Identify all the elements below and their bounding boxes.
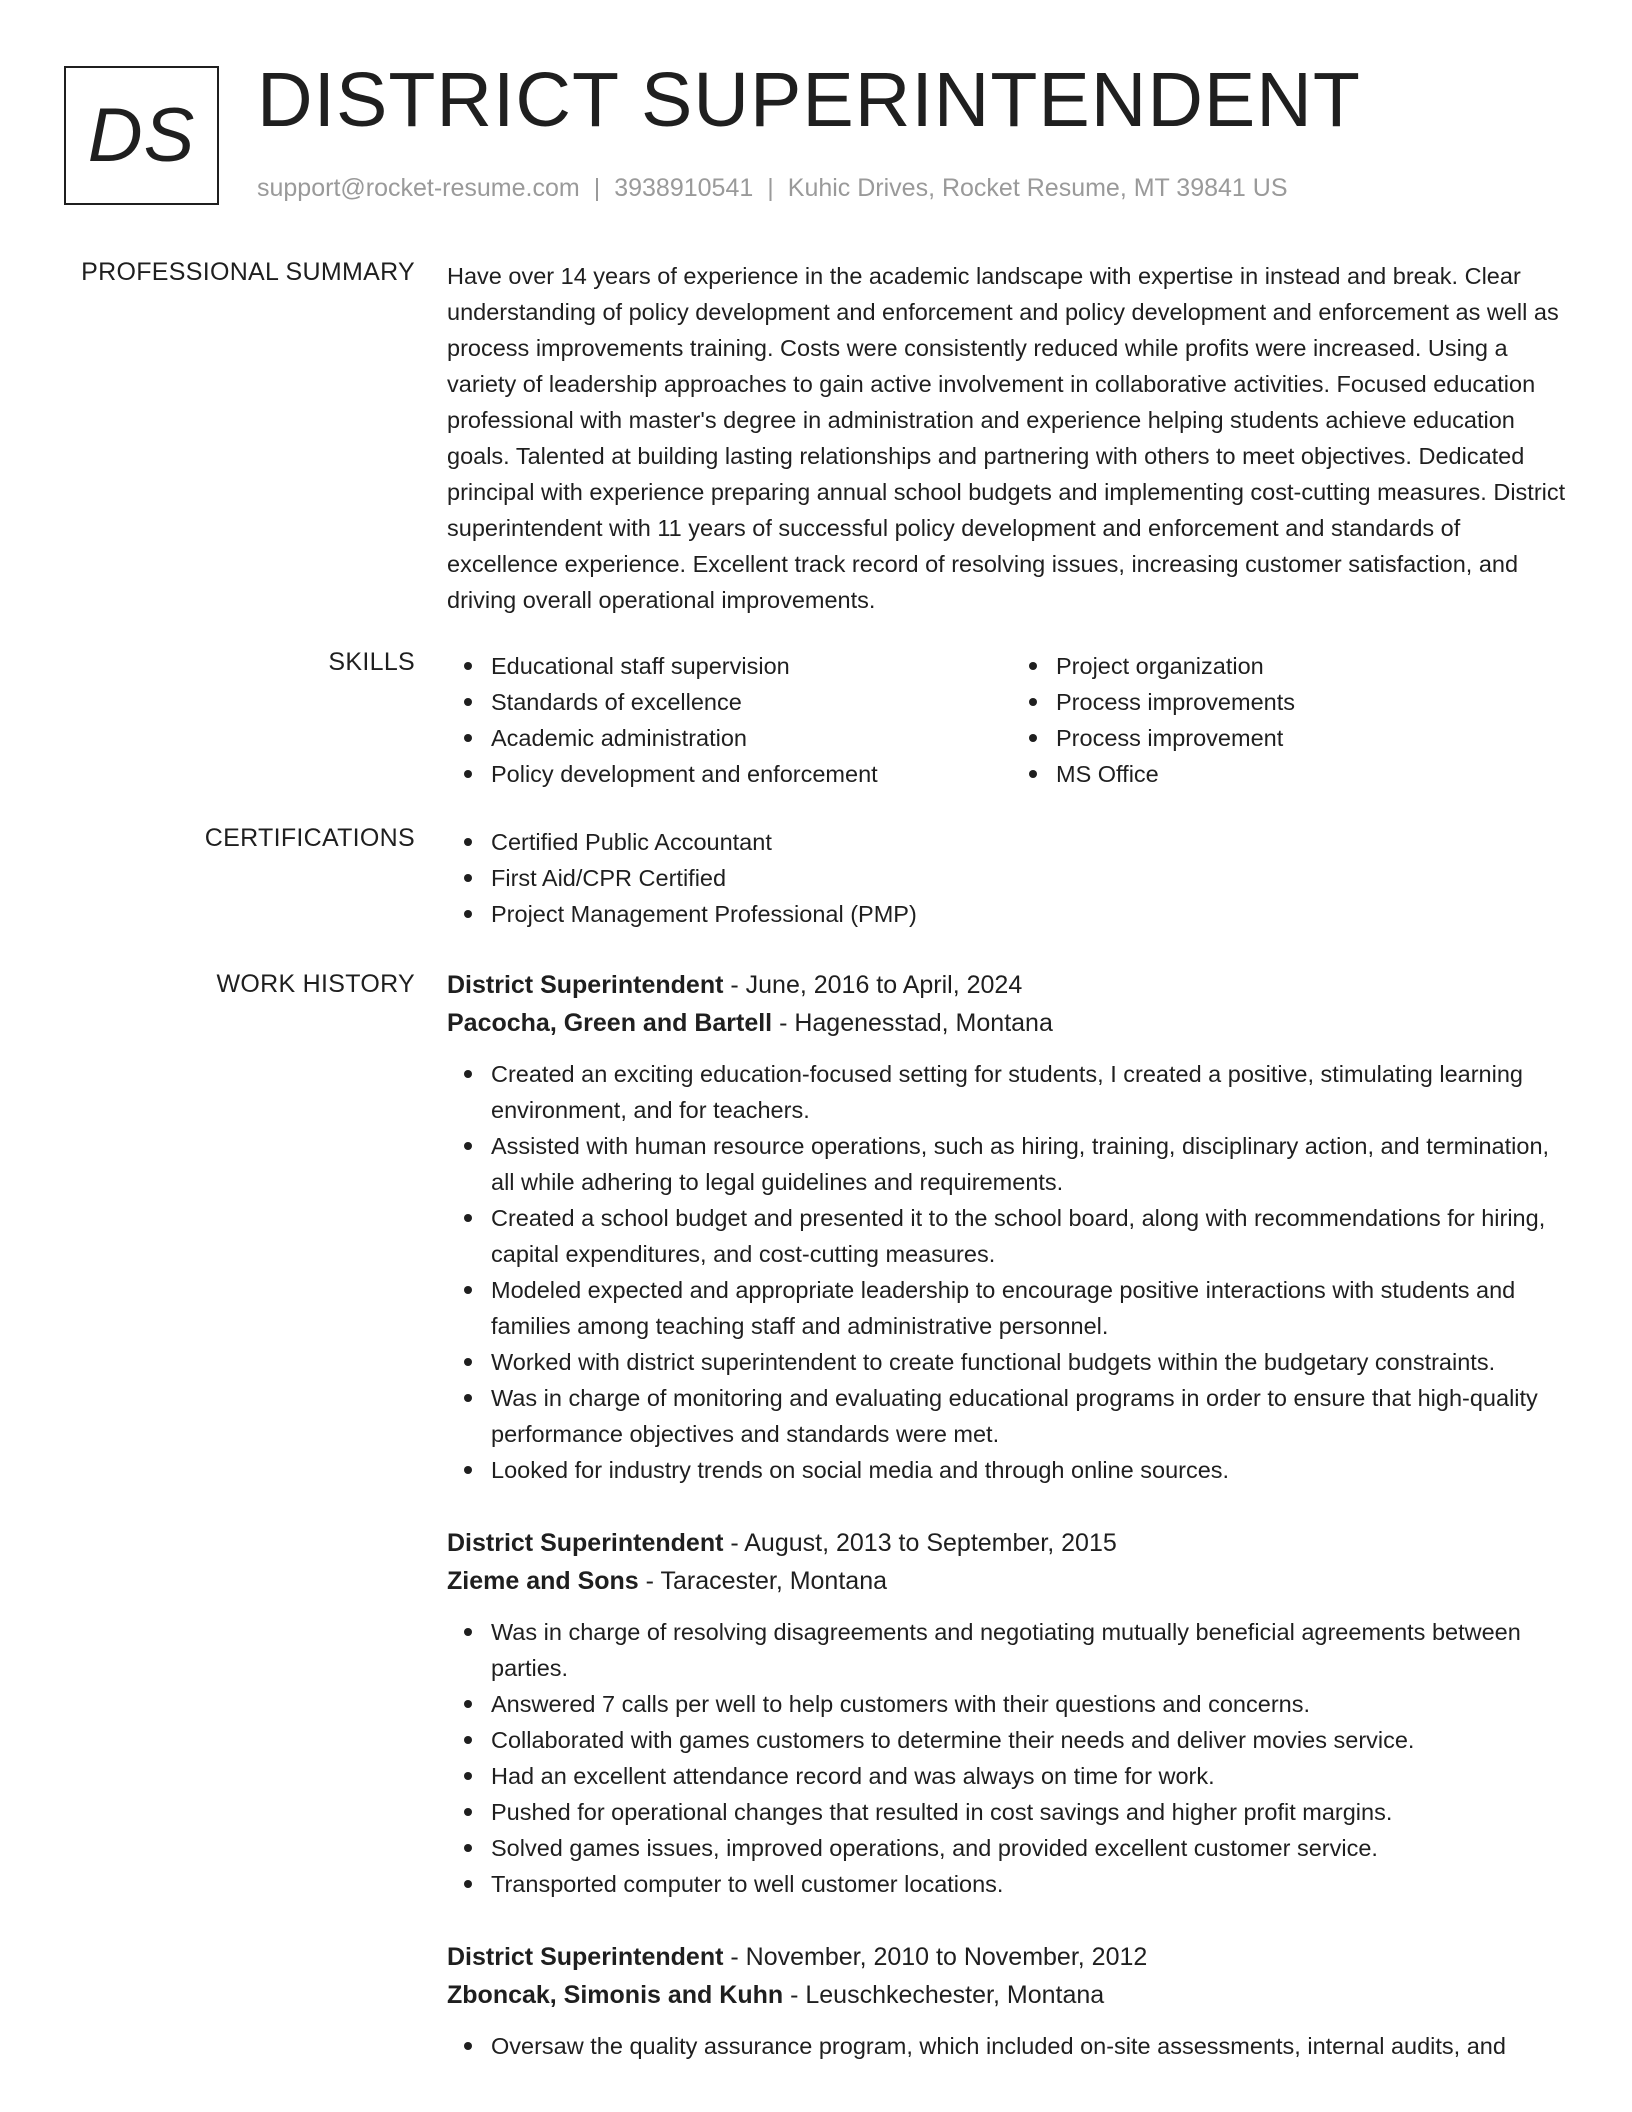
skill-item: Process improvement	[1056, 720, 1577, 756]
summary-text: Have over 14 years of experience in the academic landscape with expertise in instead and break. Clear understanding of policy development and enforcement and policy development and enforcement as well as process improvements training. Costs were consistently reduced while profits were increased. Using a variety of leadership approaches to gain active involvement in collaborative activities. Focused education professional with master's degree in administration and experience helping students achieve education goals. Talented at building lasting relationships and partnering with others to meet objectives. Dedicated principal with experience preparing annual school budgets and implementing cost-cutting measures. District superintendent with 11 years of successful policy development and enforcement and standards of excellence experience. Excellent track record of resolving issues, increasing customer satisfaction, and driving overall operational improvements.	[447, 263, 1566, 613]
job-duty-item: Had an excellent attendance record and was always on time for work.	[491, 1758, 1577, 1794]
job-duties-list	[447, 1614, 1577, 1902]
job-duty-item: Transported computer to well customer locations.	[491, 1866, 1577, 1902]
job-dates: - November, 2010 to November, 2012	[723, 1943, 1148, 1971]
job-duty-item: Was in charge of resolving disagreements and negotiating mutually beneficial agreements between parties.	[491, 1614, 1577, 1686]
job-duty-item: Was in charge of monitoring and evaluating educational programs in order to ensure that high-quality performance objectives and standards were met.	[491, 1380, 1577, 1452]
job-duty-item: Looked for industry trends on social media and through online sources.	[491, 1452, 1577, 1488]
job-duty-item: Assisted with human resource operations, such as hiring, training, disciplinary action, and termination, all while adhering to legal guidelines and requirements.	[491, 1128, 1577, 1200]
job-location: - Leuschkechester, Montana	[783, 1981, 1105, 2009]
monogram-badge	[64, 66, 219, 205]
job-duty-item: Answered 7 calls per well to help customers with their questions and concerns.	[491, 1686, 1577, 1722]
certification-item: Certified Public Accountant	[491, 824, 1577, 860]
section-title-skills: SKILLS	[328, 648, 415, 676]
contact-address: Kuhic Drives, Rocket Resume, MT 39841 US	[787, 174, 1288, 202]
skill-item: Standards of excellence	[491, 684, 1012, 720]
job-entry	[447, 1938, 1577, 2064]
job-duty-item: Pushed for operational changes that resulted in cost savings and higher profit margins.	[491, 1794, 1577, 1830]
resume-name: DISTRICT SUPERINTENDENT	[257, 57, 1361, 143]
job-title: District Superintendent	[447, 1529, 724, 1557]
contact-line	[257, 174, 1288, 203]
job-title-line	[447, 1524, 1577, 1562]
contact-email[interactable]: support@rocket-resume.com	[257, 174, 580, 202]
contact-phone[interactable]: 3938910541	[614, 174, 754, 202]
job-duty-item: Created a school budget and presented it to the school board, along with recommendations for hiring, capital expenditures, and cost-cutting measures.	[491, 1200, 1577, 1272]
job-employer-line	[447, 1562, 1577, 1600]
skill-item: Process improvements	[1056, 684, 1577, 720]
contact-separator: |	[593, 174, 601, 202]
job-employer: Zieme and Sons	[447, 1567, 639, 1595]
skill-item: Educational staff supervision	[491, 648, 1012, 684]
skill-item: MS Office	[1056, 756, 1577, 792]
skills-body	[447, 648, 1577, 792]
section-title-work-history: WORK HISTORY	[216, 970, 415, 998]
section-title-certifications: CERTIFICATIONS	[204, 824, 415, 852]
certification-item: Project Management Professional (PMP)	[491, 896, 1577, 932]
job-duty-item: Collaborated with games customers to determine their needs and deliver movies service.	[491, 1722, 1577, 1758]
job-location: - Taracester, Montana	[638, 1567, 887, 1595]
job-employer-line	[447, 1976, 1577, 2014]
job-title: District Superintendent	[447, 971, 724, 999]
job-title: District Superintendent	[447, 1943, 724, 1971]
job-duty-item: Created an exciting education-focused setting for students, I created a positive, stimulating learning environment, and for teachers.	[491, 1056, 1577, 1128]
skill-item: Academic administration	[491, 720, 1012, 756]
job-employer-line	[447, 1004, 1577, 1042]
work-history-body	[447, 966, 1577, 2100]
skill-item: Project organization	[1056, 648, 1577, 684]
job-duties-list	[447, 1056, 1577, 1488]
job-title-line	[447, 1938, 1577, 1976]
job-duties-list	[447, 2028, 1577, 2064]
job-title-line	[447, 966, 1577, 1004]
job-dates: - August, 2013 to September, 2015	[723, 1529, 1117, 1557]
job-employer: Zboncak, Simonis and Kuhn	[447, 1981, 784, 2009]
job-dates: - June, 2016 to April, 2024	[723, 971, 1023, 999]
certifications-list	[447, 824, 1577, 932]
certifications-body	[447, 824, 1577, 932]
skills-list-left	[447, 648, 1012, 792]
section-title-summary: PROFESSIONAL SUMMARY	[81, 258, 415, 286]
resume-header	[64, 57, 1584, 212]
summary-body	[447, 258, 1577, 618]
job-location: - Hagenesstad, Montana	[772, 1009, 1053, 1037]
certification-item: First Aid/CPR Certified	[491, 860, 1577, 896]
skills-list-right	[1012, 648, 1577, 792]
job-duty-item: Solved games issues, improved operations, and provided excellent customer service.	[491, 1830, 1577, 1866]
job-entry	[447, 966, 1577, 1488]
monogram-initials: DS	[87, 93, 196, 178]
job-duty-item: Modeled expected and appropriate leadership to encourage positive interactions with students and families among teaching staff and administrative personnel.	[491, 1272, 1577, 1344]
skill-item: Policy development and enforcement	[491, 756, 1012, 792]
contact-separator: |	[767, 174, 774, 202]
job-duty-item: Oversaw the quality assurance program, which included on-site assessments, internal audits, and	[491, 2028, 1577, 2064]
job-employer: Pacocha, Green and Bartell	[447, 1009, 773, 1037]
job-duty-item: Worked with district superintendent to create functional budgets within the budgetary constraints.	[491, 1344, 1577, 1380]
job-entry	[447, 1524, 1577, 1902]
